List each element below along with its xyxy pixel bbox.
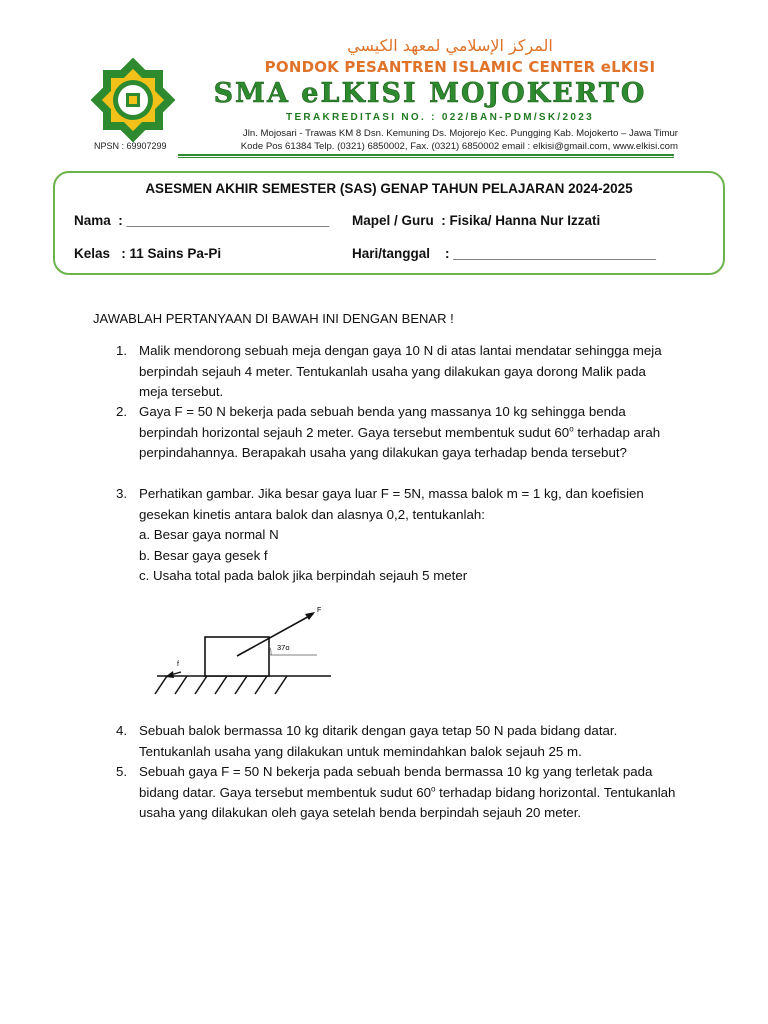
degree-symbol: o (569, 424, 574, 434)
question-4 (116, 721, 676, 762)
arabic-heading: المركز الإسلامي لمعهد الكيسي (347, 36, 553, 55)
block-force-diagram (145, 600, 335, 700)
force-arrow (237, 614, 313, 656)
question-1 (116, 341, 676, 403)
sub-question-c: c. Usaha total pada balok jika berpindah sejauh 5 meter (139, 568, 468, 583)
hari-tanggal-field: Hari/tanggal : ___________________________ (352, 246, 656, 261)
school-name: SMA eLKISI MOJOKERTO (213, 78, 647, 109)
question-3 (116, 484, 676, 587)
angle-label: 37o (277, 643, 290, 652)
question-number: 4. (116, 723, 128, 738)
question-text: Sebuah balok bermassa 10 kg ditarik dengan gaya tetap 50 N pada bidang datar. Tentukanlah usaha yang dilakukan untuk memindahkan balok sejauh 25 m. (139, 723, 618, 759)
nama-field: Nama : ___________________________ (74, 213, 330, 228)
instruction: JAWABLAH PERTANYAAN DI BAWAH INI DENGAN BENAR ! (93, 311, 454, 326)
school-logo (86, 58, 180, 142)
kelas-field: Kelas : 11 Sains Pa-Pi (74, 246, 222, 261)
question-number: 2. (116, 404, 128, 419)
question-text: Gaya F = 50 N bekerja pada sebuah benda yang massanya 10 kg sehingga benda berpindah horizontal sejauh 2 meter. Gaya tersebut membentuk sudut 60$^o$ terhadap arah perpindahannya. Berapakah usaha yang dilakukan gaya terhadap benda tersebut? (139, 404, 661, 460)
address-line-2: Kode Pos 61384 Telp. (0321) 6850002, Fax. (0321) 6850002 email : elkisi@gmail.com, www.elkisi.com (240, 140, 678, 152)
sub-question-b: b. Besar gaya gesek f (139, 547, 268, 563)
exam-info-box (53, 171, 725, 275)
question-5 (116, 762, 676, 824)
school-address (188, 128, 678, 153)
degree-symbol: o (430, 784, 436, 794)
accreditation-text: TERAKREDITASI NO. : 022/BAN-PDM/SK/2023 (286, 112, 594, 123)
mapel-field: Mapel / Guru : Fisika/ Hanna Nur Izzati (352, 213, 601, 228)
header-rule (178, 154, 674, 156)
question-text: Sebuah gaya F = 50 N bekerja pada sebuah benda bermassa 10 kg yang terletak pada bidang datar. Gaya tersebut membentuk sudut 60$^o$ terhadap bidang horizontal. Tentukanlah usaha yang dilakukan oleh gaya setelah benda berpindah sejauh 20 meter. (139, 764, 676, 820)
address-line-1: Jln. Mojosari - Trawas KM 8 Dsn. Kemuning Ds. Mojorejo Kec. Pungging Kab. Mojokerto – Jawa Timur (242, 128, 678, 139)
question-text: Malik mendorong sebuah meja dengan gaya 10 N di atas lantai mendatar sehingga meja berpindah sejauh 4 meter. Tentukanlah usaha yang dilakukan gaya dorong Malik pada meja tersebut. (139, 343, 662, 399)
npsn-text: NPSN : 69907299 (94, 141, 167, 151)
pondok-name: PONDOK PESANTREN ISLAMIC CENTER eLKISI (264, 58, 656, 76)
question-number: 3. (116, 486, 128, 501)
force-label: F (317, 607, 322, 614)
question-text: Perhatikan gambar. Jika besar gaya luar F = 5N, massa balok m = 1 kg, dan koefisien gesekan kinetis antara balok dan alasnya 0,2, tentukanlah: a. Besar gaya normal N b. Besar gaya gesek f c. Usaha total pada balok jika berpindah sejauh 5 meter (139, 484, 676, 587)
question-number: 5. (116, 764, 128, 779)
exam-title: ASESMEN AKHIR SEMESTER (SAS) GENAP TAHUN PELAJARAN 2024-2025 (145, 181, 633, 196)
question-number: 1. (116, 343, 128, 358)
sub-question-a: a. Besar gaya normal N (139, 527, 279, 542)
header-rule-thin (178, 157, 674, 158)
question-2 (116, 402, 676, 464)
friction-label: f (177, 661, 179, 668)
ground-hatching (155, 676, 287, 694)
